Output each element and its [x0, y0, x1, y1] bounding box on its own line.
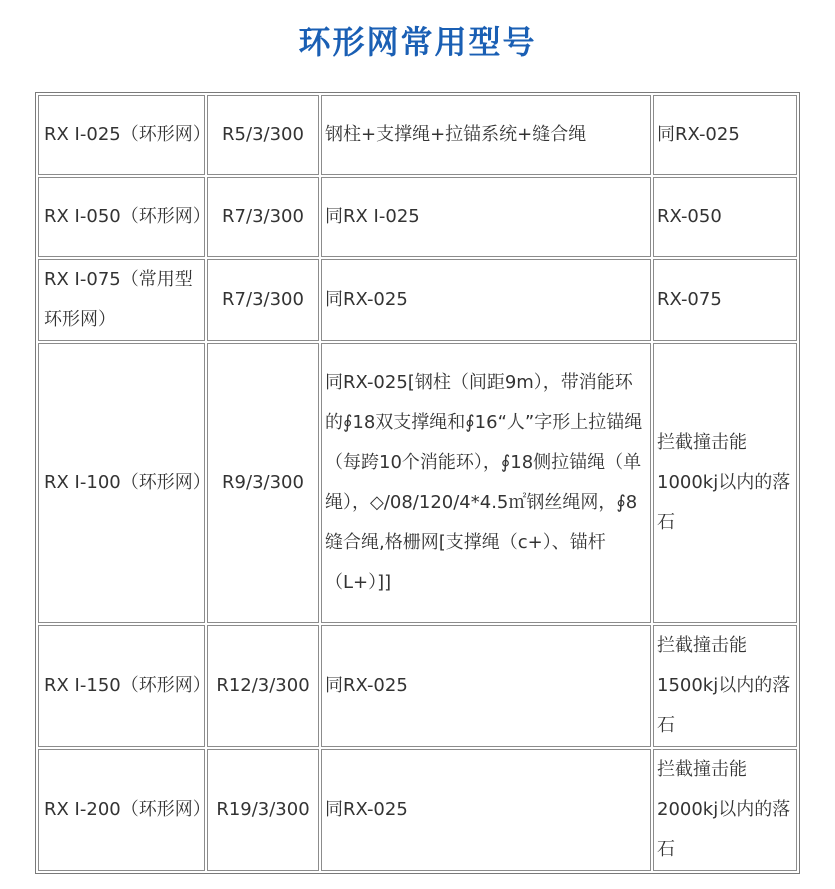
spec-cell: R7/3/300 [207, 177, 319, 257]
composition-cell: 同RX-025 [321, 625, 651, 747]
spec-cell: R9/3/300 [207, 343, 319, 623]
model-cell: RX I-150（环形网） [38, 625, 205, 747]
remark-cell: RX-050 [653, 177, 797, 257]
composition-cell: 同RX I-025 [321, 177, 651, 257]
model-cell: RX I-100（环形网） [38, 343, 205, 623]
remark-cell: RX-075 [653, 259, 797, 341]
table-row [38, 343, 797, 623]
composition-cell: 同RX-025 [321, 749, 651, 871]
spec-cell: R5/3/300 [207, 95, 319, 175]
table-row [38, 95, 797, 175]
composition-cell: 钢柱+支撑绳+拉锚系统+缝合绳 [321, 95, 651, 175]
remark-cell: 同RX-025 [653, 95, 797, 175]
table-row [38, 749, 797, 871]
table-row [38, 259, 797, 341]
composition-cell: 同RX-025 [321, 259, 651, 341]
remark-cell: 拦截撞击能1000kj以内的落石 [653, 343, 797, 623]
spec-cell: R12/3/300 [207, 625, 319, 747]
remark-cell: 拦截撞击能2000kj以内的落石 [653, 749, 797, 871]
composition-cell: 同RX-025[钢柱（间距9m），带消能环的∮18双支撑绳和∮16“人”字形上拉锚绳（每跨10个消能环），∮18侧拉锚绳（单绳），◇/08/120/4*4.5㎡钢丝绳网，∮8缝合绳,格栅网[支撑绳（c+）、锚杆（L+）]] [321, 343, 651, 623]
table-row [38, 177, 797, 257]
spec-cell: R7/3/300 [207, 259, 319, 341]
model-cell: RX I-025（环形网） [38, 95, 205, 175]
model-cell: RX I-050（环形网） [38, 177, 205, 257]
model-table [35, 92, 800, 874]
spec-cell: R19/3/300 [207, 749, 319, 871]
table-row [38, 625, 797, 747]
page-title: 环形网常用型号 [298, 23, 537, 61]
model-cell: RX I-200（环形网） [38, 749, 205, 871]
model-cell: RX I-075（常用型环形网） [38, 259, 205, 341]
remark-cell: 拦截撞击能1500kj以内的落石 [653, 625, 797, 747]
